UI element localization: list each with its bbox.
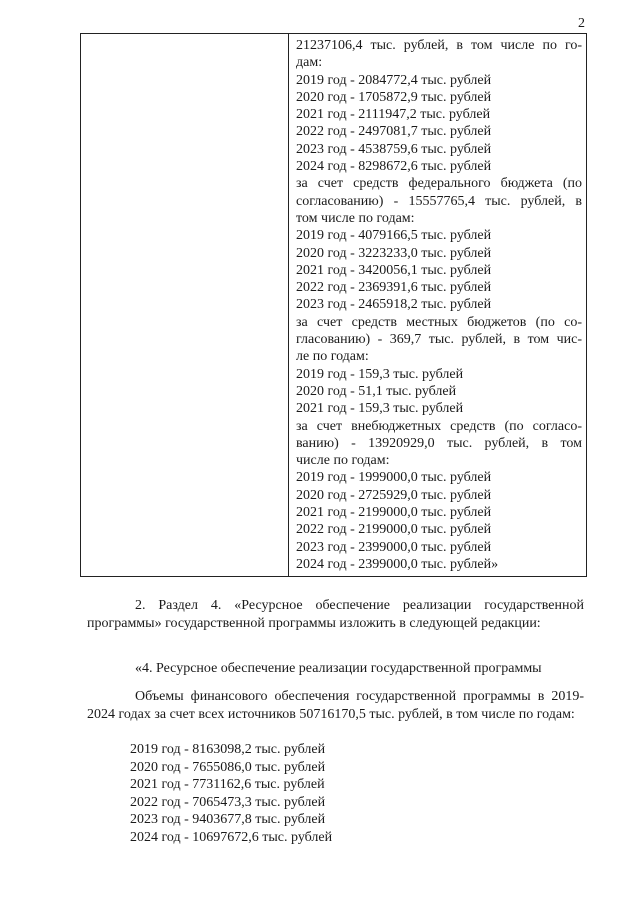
table-cell-line: 2020 год - 2725929,0 тыс. рублей bbox=[296, 487, 492, 503]
table-cell-line: 2022 год - 2497081,7 тыс. рублей bbox=[296, 124, 492, 140]
year-funding-line: 2020 год - 7655086,0 тыс. рублей bbox=[130, 759, 326, 775]
table-cell-line: 2024 год - 8298672,6 тыс. рублей bbox=[296, 159, 492, 175]
table-cell-line: 2019 год - 159,3 тыс. рублей bbox=[296, 366, 464, 382]
table-cell-line: 2019 год - 1999000,0 тыс. рублей bbox=[296, 470, 492, 486]
table-cell-line: 2019 год - 2084772,4 тыс. рублей bbox=[296, 72, 492, 88]
table-cell-line: 2021 год - 2199000,0 тыс. рублей bbox=[296, 505, 492, 521]
table-cell-line: дам: bbox=[296, 55, 323, 71]
paragraph-text: 2. Раздел 4. «Ресурсное обеспечение реализации государственной программы» государственной программы изложить в следующей редакции: bbox=[87, 598, 584, 631]
year-funding-line: 2022 год - 7065473,3 тыс. рублей bbox=[130, 794, 326, 810]
table-cell-line: 2021 год - 3420056,1 тыс. рублей bbox=[296, 262, 492, 278]
table-cell-line: 2021 год - 2111947,2 тыс. рублей bbox=[296, 107, 491, 123]
table-cell-line: 2022 год - 2199000,0 тыс. рублей bbox=[296, 522, 492, 538]
table-column-divider bbox=[288, 34, 289, 576]
table-cell-line: 2023 год - 2399000,0 тыс. рублей bbox=[296, 539, 492, 555]
table-cell-line: 2023 год - 4538759,6 тыс. рублей bbox=[296, 141, 492, 157]
table-cell-line: 2024 год - 2399000,0 тыс. рублей» bbox=[296, 556, 499, 572]
paragraph-text: Объемы финансового обеспечения государственной программы в 2019-2024 годах за счет всех источников 50716170,5 тыс. рублей, в том числе по годам: bbox=[87, 689, 584, 722]
amendment-paragraph bbox=[87, 597, 584, 632]
table-cell-line: за счет средств местных бюджетов (по со- bbox=[296, 314, 582, 330]
table-cell-line: 2020 год - 1705872,9 тыс. рублей bbox=[296, 89, 492, 105]
year-funding-line: 2021 год - 7731162,6 тыс. рублей bbox=[130, 777, 325, 793]
table-cell-line: 2019 год - 4079166,5 тыс. рублей bbox=[296, 228, 492, 244]
funding-volume-paragraph bbox=[87, 688, 584, 723]
year-funding-list bbox=[130, 741, 332, 847]
table-cell-line: за счет средств федерального бюджета (по bbox=[296, 176, 582, 192]
table-cell-line: 2020 год - 51,1 тыс. рублей bbox=[296, 383, 457, 399]
page-number: 2 bbox=[578, 16, 585, 31]
table-cell-line: 2021 год - 159,3 тыс. рублей bbox=[296, 401, 464, 417]
table-cell-line: гласованию) - 369,7 тыс. рублей, в том чис- bbox=[296, 332, 582, 348]
section-heading-block bbox=[87, 660, 584, 678]
table-cell-line: 2022 год - 2369391,6 тыс. рублей bbox=[296, 280, 492, 296]
table-cell-line: 2023 год - 2465918,2 тыс. рублей bbox=[296, 297, 492, 313]
year-funding-line: 2024 год - 10697672,6 тыс. рублей bbox=[130, 829, 333, 845]
table-cell-line: числе по годам: bbox=[296, 453, 390, 469]
table-cell-line: том числе по годам: bbox=[296, 210, 415, 226]
table-cell-line: 21237106,4 тыс. рублей, в том числе по го- bbox=[296, 38, 582, 53]
year-funding-line: 2023 год - 9403677,8 тыс. рублей bbox=[130, 812, 326, 828]
table-cell-line: за счет внебюджетных средств (по согласо- bbox=[296, 418, 582, 434]
section-heading: «4. Ресурсное обеспечение реализации государственной программы bbox=[135, 661, 542, 676]
table-cell-line: ле по годам: bbox=[296, 349, 369, 365]
funding-table bbox=[80, 33, 587, 577]
table-cell-line: согласованию) - 15557765,4 тыс. рублей, в bbox=[296, 193, 582, 209]
table-cell-line: 2020 год - 3223233,0 тыс. рублей bbox=[296, 245, 492, 261]
table-cell-line: ванию) - 13920929,0 тыс. рублей, в том bbox=[296, 435, 582, 451]
table-right-cell bbox=[296, 37, 582, 573]
year-funding-line: 2019 год - 8163098,2 тыс. рублей bbox=[130, 742, 326, 757]
